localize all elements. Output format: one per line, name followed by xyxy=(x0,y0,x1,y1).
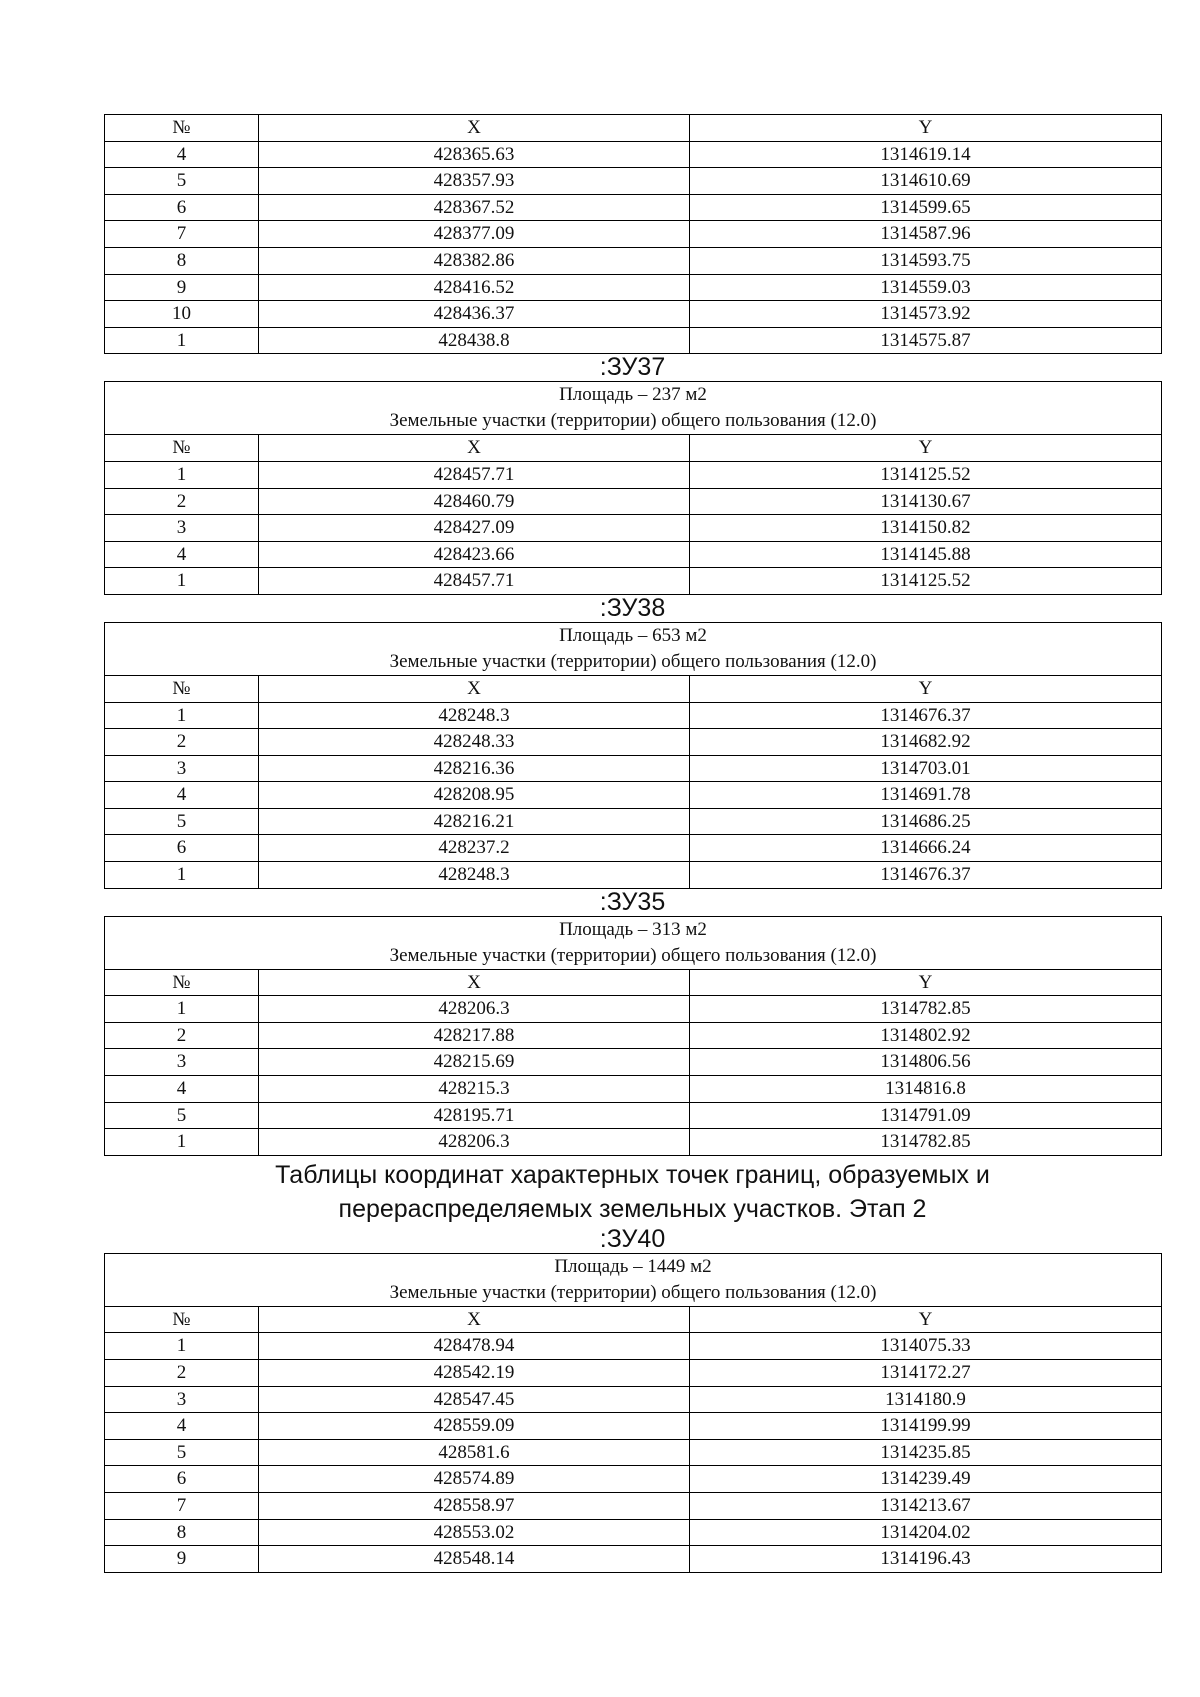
usage-label: Земельные участки (территории) общего пользования (12.0) xyxy=(389,410,877,432)
x-coordinate-cell: X xyxy=(259,115,690,142)
table-row xyxy=(105,1129,1162,1156)
y-coordinate-cell: 1314587.96 xyxy=(690,221,1162,248)
point-number-cell: 5 xyxy=(105,168,259,195)
x-coordinate-cell: 428542.19 xyxy=(259,1360,690,1387)
x-coordinate-cell: 428217.88 xyxy=(259,1022,690,1049)
point-number-cell: 2 xyxy=(105,729,259,756)
area-label: Площадь – 653 м2 xyxy=(559,624,707,646)
coordinates-table xyxy=(104,916,1162,1156)
point-number-cell: 5 xyxy=(105,808,259,835)
table-row xyxy=(105,1333,1162,1360)
y-coordinate-cell: 1314150.82 xyxy=(690,515,1162,542)
table-row xyxy=(105,221,1162,248)
land-plot-section xyxy=(104,354,1161,595)
x-coordinate-cell: 428215.3 xyxy=(259,1076,690,1103)
y-coordinate-cell: 1314686.25 xyxy=(690,808,1162,835)
area-label: Площадь – 1449 м2 xyxy=(554,1255,712,1277)
table-row xyxy=(105,1439,1162,1466)
point-number-cell: 2 xyxy=(105,488,259,515)
land-plot-title: :ЗУ40 xyxy=(599,1224,666,1253)
table-row xyxy=(105,515,1162,542)
stage2-sections xyxy=(104,1226,1161,1573)
point-number-cell: 1 xyxy=(105,461,259,488)
area-label: Площадь – 237 м2 xyxy=(559,384,707,406)
table-row xyxy=(105,729,1162,756)
point-number-cell: 9 xyxy=(105,274,259,301)
point-number-cell: № xyxy=(105,115,259,142)
usage-label: Земельные участки (территории) общего пользования (12.0) xyxy=(389,944,877,966)
point-number-cell: 6 xyxy=(105,194,259,221)
land-plot-title: :ЗУ38 xyxy=(599,593,666,622)
y-coordinate-cell: Y xyxy=(690,115,1162,142)
point-number-cell: 10 xyxy=(105,301,259,328)
table-row xyxy=(105,274,1162,301)
y-coordinate-cell: 1314791.09 xyxy=(690,1102,1162,1129)
coordinates-table xyxy=(104,381,1162,595)
x-coordinate-cell: 428367.52 xyxy=(259,194,690,221)
y-coordinate-cell: Y xyxy=(690,1306,1162,1333)
x-coordinate-cell: 428215.69 xyxy=(259,1049,690,1076)
y-coordinate-cell: 1314180.9 xyxy=(690,1386,1162,1413)
stage2-heading-line1: Таблицы координат характерных точек границ, образуемых и xyxy=(275,1160,990,1189)
x-coordinate-cell: 428248.3 xyxy=(259,862,690,889)
y-coordinate-cell: 1314593.75 xyxy=(690,247,1162,274)
y-coordinate-cell: 1314782.85 xyxy=(690,1129,1162,1156)
y-coordinate-cell: Y xyxy=(690,969,1162,996)
y-coordinate-cell: 1314599.65 xyxy=(690,194,1162,221)
y-coordinate-cell: 1314235.85 xyxy=(690,1439,1162,1466)
point-number-cell: № xyxy=(105,675,259,702)
usage-label: Земельные участки (территории) общего пользования (12.0) xyxy=(389,1281,877,1303)
y-coordinate-cell: 1314782.85 xyxy=(690,996,1162,1023)
stage2-heading-line2: перераспределяемых земельных участков. Этап 2 xyxy=(338,1194,927,1223)
x-coordinate-cell: 428436.37 xyxy=(259,301,690,328)
table-row xyxy=(105,194,1162,221)
point-number-cell: 1 xyxy=(105,1333,259,1360)
x-coordinate-cell: 428423.66 xyxy=(259,541,690,568)
point-number-cell: 8 xyxy=(105,247,259,274)
point-number-cell: 8 xyxy=(105,1519,259,1546)
point-number-cell: 3 xyxy=(105,1049,259,1076)
x-coordinate-cell: 428416.52 xyxy=(259,274,690,301)
x-coordinate-cell: 428248.3 xyxy=(259,702,690,729)
table-header-row xyxy=(105,969,1162,996)
stage1-sections xyxy=(104,354,1161,1155)
x-coordinate-cell: 428438.8 xyxy=(259,327,690,354)
point-number-cell: 1 xyxy=(105,702,259,729)
area-label: Площадь – 313 м2 xyxy=(559,918,707,940)
land-plot-section xyxy=(104,1226,1161,1573)
table-row xyxy=(105,488,1162,515)
y-coordinate-cell: 1314573.92 xyxy=(690,301,1162,328)
point-number-cell: № xyxy=(105,435,259,462)
table-caption-row xyxy=(105,622,1162,675)
x-coordinate-cell: 428581.6 xyxy=(259,1439,690,1466)
x-coordinate-cell: 428195.71 xyxy=(259,1102,690,1129)
y-coordinate-cell: 1314666.24 xyxy=(690,835,1162,862)
x-coordinate-cell: 428547.45 xyxy=(259,1386,690,1413)
point-number-cell: 3 xyxy=(105,1386,259,1413)
x-coordinate-cell: 428248.33 xyxy=(259,729,690,756)
point-number-cell: 1 xyxy=(105,996,259,1023)
x-coordinate-cell: 428216.36 xyxy=(259,755,690,782)
x-coordinate-cell: 428460.79 xyxy=(259,488,690,515)
y-coordinate-cell: 1314199.99 xyxy=(690,1413,1162,1440)
y-coordinate-cell: 1314610.69 xyxy=(690,168,1162,195)
table-row xyxy=(105,541,1162,568)
point-number-cell: № xyxy=(105,969,259,996)
table-caption xyxy=(105,916,1162,969)
table-row xyxy=(105,782,1162,809)
table-row xyxy=(105,702,1162,729)
point-number-cell: 1 xyxy=(105,327,259,354)
table-row xyxy=(105,168,1162,195)
table-caption xyxy=(105,382,1162,435)
table-row xyxy=(105,141,1162,168)
point-number-cell: 1 xyxy=(105,1129,259,1156)
x-coordinate-cell: X xyxy=(259,675,690,702)
table-caption xyxy=(105,622,1162,675)
y-coordinate-cell: 1314676.37 xyxy=(690,702,1162,729)
y-coordinate-cell: 1314125.52 xyxy=(690,461,1162,488)
point-number-cell: 4 xyxy=(105,1413,259,1440)
y-coordinate-cell: 1314682.92 xyxy=(690,729,1162,756)
point-number-cell: 5 xyxy=(105,1439,259,1466)
x-coordinate-cell: 428377.09 xyxy=(259,221,690,248)
table-row xyxy=(105,461,1162,488)
point-number-cell: № xyxy=(105,1306,259,1333)
y-coordinate-cell: 1314172.27 xyxy=(690,1360,1162,1387)
x-coordinate-cell: 428365.63 xyxy=(259,141,690,168)
point-number-cell: 6 xyxy=(105,835,259,862)
table-row xyxy=(105,1022,1162,1049)
x-coordinate-cell: 428427.09 xyxy=(259,515,690,542)
y-coordinate-cell: 1314125.52 xyxy=(690,568,1162,595)
land-plot-title: :ЗУ37 xyxy=(599,353,666,382)
point-number-cell: 3 xyxy=(105,515,259,542)
x-coordinate-cell: 428216.21 xyxy=(259,808,690,835)
table-row xyxy=(105,1519,1162,1546)
y-coordinate-cell: 1314816.8 xyxy=(690,1076,1162,1103)
x-coordinate-cell: 428559.09 xyxy=(259,1413,690,1440)
point-number-cell: 1 xyxy=(105,862,259,889)
y-coordinate-cell: 1314239.49 xyxy=(690,1466,1162,1493)
table-header-row xyxy=(105,115,1162,142)
point-number-cell: 2 xyxy=(105,1022,259,1049)
table-header-row xyxy=(105,1306,1162,1333)
usage-label: Земельные участки (территории) общего пользования (12.0) xyxy=(389,650,877,672)
point-number-cell: 2 xyxy=(105,1360,259,1387)
y-coordinate-cell: 1314204.02 xyxy=(690,1519,1162,1546)
point-number-cell: 1 xyxy=(105,568,259,595)
x-coordinate-cell: 428208.95 xyxy=(259,782,690,809)
table-row xyxy=(105,1466,1162,1493)
table-row xyxy=(105,808,1162,835)
point-number-cell: 7 xyxy=(105,221,259,248)
table-caption-row xyxy=(105,382,1162,435)
y-coordinate-cell: 1314691.78 xyxy=(690,782,1162,809)
y-coordinate-cell: 1314802.92 xyxy=(690,1022,1162,1049)
y-coordinate-cell: 1314075.33 xyxy=(690,1333,1162,1360)
x-coordinate-cell: 428553.02 xyxy=(259,1519,690,1546)
table-caption xyxy=(105,1253,1162,1306)
table-row xyxy=(105,755,1162,782)
table-row xyxy=(105,835,1162,862)
table-row xyxy=(105,568,1162,595)
x-coordinate-cell: 428548.14 xyxy=(259,1546,690,1573)
table-row xyxy=(105,1102,1162,1129)
x-coordinate-cell: 428206.3 xyxy=(259,1129,690,1156)
x-coordinate-cell: 428558.97 xyxy=(259,1492,690,1519)
y-coordinate-cell: 1314619.14 xyxy=(690,141,1162,168)
point-number-cell: 4 xyxy=(105,541,259,568)
point-number-cell: 6 xyxy=(105,1466,259,1493)
coordinates-table xyxy=(104,114,1162,354)
x-coordinate-cell: 428357.93 xyxy=(259,168,690,195)
y-coordinate-cell: 1314703.01 xyxy=(690,755,1162,782)
x-coordinate-cell: 428574.89 xyxy=(259,1466,690,1493)
point-number-cell: 9 xyxy=(105,1546,259,1573)
x-coordinate-cell: 428237.2 xyxy=(259,835,690,862)
table-row xyxy=(105,247,1162,274)
table-row xyxy=(105,1049,1162,1076)
table-row xyxy=(105,327,1162,354)
x-coordinate-cell: 428382.86 xyxy=(259,247,690,274)
point-number-cell: 4 xyxy=(105,782,259,809)
table-row xyxy=(105,301,1162,328)
land-plot-section xyxy=(104,889,1161,1156)
y-coordinate-cell: Y xyxy=(690,675,1162,702)
table-caption-row xyxy=(105,916,1162,969)
y-coordinate-cell: 1314213.67 xyxy=(690,1492,1162,1519)
x-coordinate-cell: 428206.3 xyxy=(259,996,690,1023)
y-coordinate-cell: 1314676.37 xyxy=(690,862,1162,889)
x-coordinate-cell: X xyxy=(259,969,690,996)
table-row xyxy=(105,1360,1162,1387)
y-coordinate-cell: Y xyxy=(690,435,1162,462)
point-number-cell: 4 xyxy=(105,1076,259,1103)
y-coordinate-cell: 1314559.03 xyxy=(690,274,1162,301)
x-coordinate-cell: 428457.71 xyxy=(259,568,690,595)
table-row xyxy=(105,1492,1162,1519)
table-row xyxy=(105,1076,1162,1103)
table-header-row xyxy=(105,675,1162,702)
x-coordinate-cell: X xyxy=(259,1306,690,1333)
y-coordinate-cell: 1314145.88 xyxy=(690,541,1162,568)
document-content xyxy=(104,114,1161,1573)
table-row xyxy=(105,996,1162,1023)
table-row xyxy=(105,1413,1162,1440)
x-coordinate-cell: 428478.94 xyxy=(259,1333,690,1360)
coordinates-table xyxy=(104,1253,1162,1573)
y-coordinate-cell: 1314806.56 xyxy=(690,1049,1162,1076)
table-caption-row xyxy=(105,1253,1162,1306)
point-number-cell: 5 xyxy=(105,1102,259,1129)
point-number-cell: 7 xyxy=(105,1492,259,1519)
y-coordinate-cell: 1314575.87 xyxy=(690,327,1162,354)
x-coordinate-cell: X xyxy=(259,435,690,462)
coordinates-table xyxy=(104,622,1162,889)
table-header-row xyxy=(105,435,1162,462)
coordinates-table-continued xyxy=(104,114,1161,354)
stage2-heading xyxy=(104,1156,1161,1226)
table-row xyxy=(105,862,1162,889)
land-plot-section xyxy=(104,595,1161,889)
point-number-cell: 3 xyxy=(105,755,259,782)
land-plot-title: :ЗУ35 xyxy=(599,887,666,916)
point-number-cell: 4 xyxy=(105,141,259,168)
y-coordinate-cell: 1314130.67 xyxy=(690,488,1162,515)
table-row xyxy=(105,1386,1162,1413)
y-coordinate-cell: 1314196.43 xyxy=(690,1546,1162,1573)
x-coordinate-cell: 428457.71 xyxy=(259,461,690,488)
table-row xyxy=(105,1546,1162,1573)
